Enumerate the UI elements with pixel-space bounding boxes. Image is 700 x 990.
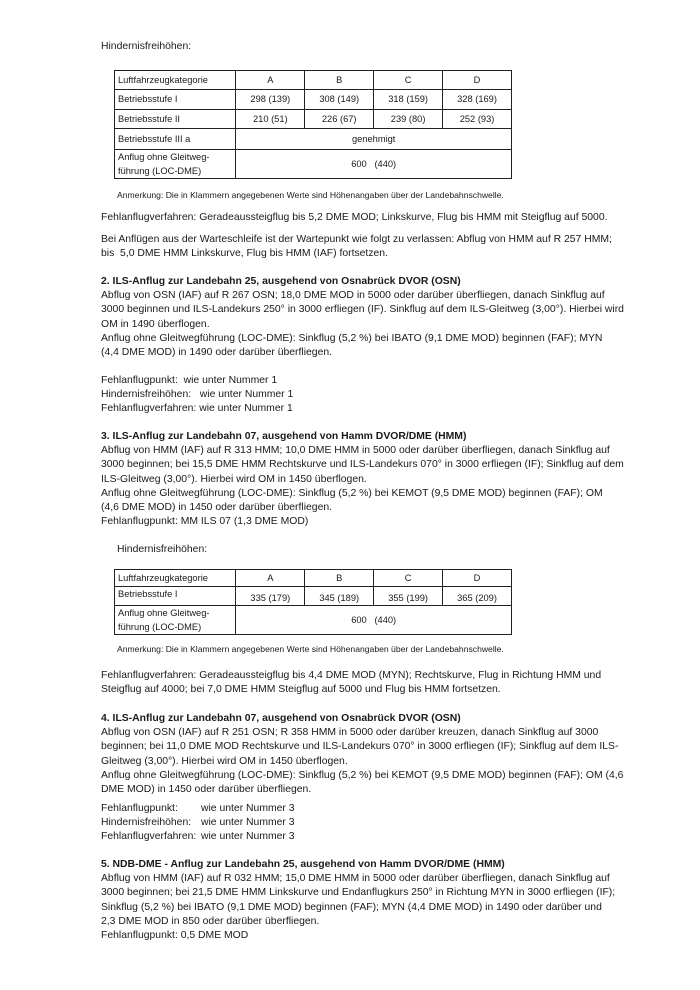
section-title: 4. ILS-Anflug zur Landebahn 07, ausgehend von Osnabrück DVOR (OSN) — [101, 713, 461, 724]
row-label: Anflug ohne Gleitweg- führung (LOC-DME) — [115, 606, 236, 635]
text-line: 2,3 DME MOD in 850 oder darüber überfliegen. — [101, 915, 320, 927]
table-cell: 335 (179) — [236, 587, 305, 606]
ref-value: wie unter Nummer 3 — [201, 817, 295, 829]
text-line: Hindernisfreihöhen: wie unter Nummer 1 — [101, 389, 294, 401]
table-header-cell: D — [443, 71, 512, 90]
table-cell: 365 (209) — [443, 587, 512, 606]
text-line: Anflug ohne Gleitwegführung (LOC-DME): Sinkflug (5,2 %) bei IBATO (9,1 DME MOD) beginnen (FAF); MYN — [101, 332, 603, 344]
table-cell: 239 (80) — [374, 110, 443, 129]
text-line: Abflug von HMM (IAF) auf R 313 HMM; 10,0 DME HMM in 5000 oder darüber überfliegen, danach Sinkflug auf — [101, 445, 610, 457]
text-line: bis 5,0 DME HMM Linkskurve, Flug bis HMM (IAF) fortsetzen. — [101, 248, 388, 260]
table-note: Anmerkung: Die in Klammern angegebenen Werte sind Höhenangaben über der Landebahnschwelle. — [117, 190, 504, 200]
table-cell: 345 (189) — [305, 587, 374, 606]
table-row — [115, 150, 512, 179]
obstacle-table-1 — [114, 70, 512, 179]
text-line: Fehlanflugverfahren: Geradeaussteigflug bis 4,4 DME MOD (MYN); Rechtskurve, Flug in Richtung HMM und — [101, 670, 602, 681]
table-cell: 210 (51) — [236, 110, 305, 129]
section-4-refs — [101, 802, 295, 845]
table-cell: 318 (159) — [374, 90, 443, 110]
row-label: Betriebsstufe III a — [115, 129, 236, 150]
table-cell-merged: 600 (440) — [236, 150, 512, 179]
ref-value: wie unter Nummer 3 — [201, 803, 295, 814]
table-header-cell: Luftfahrzeugkategorie — [115, 71, 236, 90]
row-label: Betriebsstufe I — [115, 587, 236, 606]
table-header-cell: D — [443, 570, 512, 587]
section-4 — [101, 712, 623, 797]
text-line: Sinkflug (5,2 %) bei IBATO (9,1 DME MOD) beginnen (FAF); MYN (4,4 DME MOD) in 1490 oder darüber und — [101, 901, 602, 913]
row-label: Anflug ohne Gleitweg- führung (LOC-DME) — [115, 150, 236, 179]
holding-paragraph — [101, 233, 612, 261]
missed-approach-3 — [101, 669, 601, 697]
section-3 — [101, 430, 624, 529]
section-2 — [101, 275, 624, 360]
ref-label: Hindernisfreihöhen: — [101, 817, 192, 829]
ref-line — [101, 816, 295, 830]
section-title: 2. ILS-Anflug zur Landebahn 25, ausgehend von Osnabrück DVOR (OSN) — [101, 276, 461, 287]
text-line: Bei Anflügen aus der Warteschleife ist der Wartepunkt wie folgt zu verlassen: Abflug von HMM auf R 257 HMM; — [101, 234, 612, 245]
table-header-row — [115, 71, 512, 90]
ref-line — [101, 802, 295, 816]
text-line: Abflug von OSN (IAF) auf R 267 OSN; 18,0 DME MOD in 5000 oder darüber überfliegen, danach Sinkflug auf — [101, 290, 605, 302]
obstacle-table-2 — [114, 569, 512, 635]
text-line: DME MOD) in 1450 oder darüber überfliegen. — [101, 784, 312, 796]
table-cell: 226 (67) — [305, 110, 374, 129]
text-line: Fehlanflugpunkt: 0,5 DME MOD — [101, 930, 249, 942]
table-cell: 298 (139) — [236, 90, 305, 110]
table-row — [115, 587, 512, 606]
table-header-cell: B — [305, 570, 374, 587]
section-5 — [101, 858, 615, 943]
ref-value: wie unter Nummer 3 — [201, 831, 295, 843]
text-line: Anflug ohne Gleitwegführung (LOC-DME): Sinkflug (5,2 %) bei KEMOT (9,5 DME MOD) beginnen (FAF); OM (4,6 — [101, 769, 624, 781]
obstacle-heading-1: Hindernisfreihöhen: — [101, 41, 192, 52]
table-cell: 355 (199) — [374, 587, 443, 606]
missed-approach-1: Fehlanflugverfahren: Geradeaussteigflug bis 5,2 DME MOD; Linkskurve, Flug bis HMM mit Steigflug auf 5000. — [101, 212, 608, 223]
table-row — [115, 90, 512, 110]
table-row — [115, 606, 512, 635]
table-cell: 252 (93) — [443, 110, 512, 129]
text-line: Abflug von HMM (IAF) auf R 032 HMM; 15,0 DME HMM in 5000 oder darüber überfliegen, danach Sinkflug auf — [101, 873, 610, 885]
text-line: 3000 beginnen; bei 21,5 DME HMM Linkskurve und Endanflugkurs 250° in Richtung MYN in 3000 erfliegen (IF); — [101, 887, 616, 899]
table-cell: 308 (149) — [305, 90, 374, 110]
table-header-cell: A — [236, 570, 305, 587]
table-cell-merged: 600 (440) — [236, 606, 512, 635]
table-header-cell: A — [236, 71, 305, 90]
text-line: Fehlanflugverfahren: wie unter Nummer 1 — [101, 403, 293, 415]
table-header-cell: C — [374, 71, 443, 90]
text-line: Fehlanflugpunkt: wie unter Nummer 1 — [101, 375, 278, 386]
text-line: (4,4 DME MOD) in 1490 oder darüber überfliegen. — [101, 347, 333, 359]
ref-label: Fehlanflugverfahren: — [101, 831, 197, 843]
table-note: Anmerkung: Die in Klammern angegebenen Werte sind Höhenangaben über der Landebahnschwelle. — [117, 644, 504, 654]
text-line: OM in 1490 überflogen. — [101, 318, 210, 330]
row-label: Betriebsstufe I — [115, 90, 236, 110]
text-line: Steigflug auf 4000; bei 7,0 DME HMM Steigflug auf 5000 und Flug bis HMM fortsetzen. — [101, 684, 501, 696]
text-line: beginnen; bei 11,0 DME MOD Rechtskurve und ILS-Landekurs 070° in 3000 erfliegen (IF); Sinkflug auf dem ILS- — [101, 741, 619, 753]
text-line: Gleitweg (3,00°). Hierbei wird OM in 1450 überflogen. — [101, 755, 348, 767]
text-line: ILS-Gleitweg (3,00°). Hierbei wird OM in 1450 überflogen. — [101, 473, 367, 485]
table-row — [115, 129, 512, 150]
table-cell: 328 (169) — [443, 90, 512, 110]
ref-label: Fehlanflugpunkt: — [101, 803, 178, 814]
text-line: Abflug von OSN (IAF) auf R 251 OSN; R 358 HMM in 5000 oder darüber kreuzen, danach Sinkflug auf 3000 — [101, 727, 599, 739]
table-row — [115, 110, 512, 129]
text-line: Anflug ohne Gleitwegführung (LOC-DME): Sinkflug (5,2 %) bei KEMOT (9,5 DME MOD) beginnen (FAF); OM — [101, 487, 603, 499]
ref-line — [101, 830, 295, 844]
text-line: 3000 beginnen und ILS-Landekurs 250° in 3000 erfliegen (IF). Sinkflug auf dem ILS-Gleitweg (3,00°). Hierbei wird — [101, 304, 624, 316]
table-cell-merged: genehmigt — [236, 129, 512, 150]
section-title: 3. ILS-Anflug zur Landebahn 07, ausgehend von Hamm DVOR/DME (HMM) — [101, 431, 467, 442]
table-header-cell: C — [374, 570, 443, 587]
text-line: 3000 beginnen; bei 15,5 DME HMM Rechtskurve und ILS-Landekurs 070° in 3000 erfliegen (IF); Sinkflug auf dem — [101, 459, 624, 471]
table-header-cell: B — [305, 71, 374, 90]
row-label: Betriebsstufe II — [115, 110, 236, 129]
table-header-cell: Luftfahrzeugkategorie — [115, 570, 236, 587]
text-line: (4,6 DME MOD) in 1450 oder darüber überfliegen. — [101, 502, 333, 514]
table-header-row — [115, 570, 512, 587]
obstacle-heading-2: Hindernisfreihöhen: — [117, 544, 208, 555]
section-2-refs — [101, 374, 293, 417]
section-title: 5. NDB-DME - Anflug zur Landebahn 25, ausgehend von Hamm DVOR/DME (HMM) — [101, 859, 505, 870]
text-line: Fehlanflugpunkt: MM ILS 07 (1,3 DME MOD) — [101, 516, 309, 528]
